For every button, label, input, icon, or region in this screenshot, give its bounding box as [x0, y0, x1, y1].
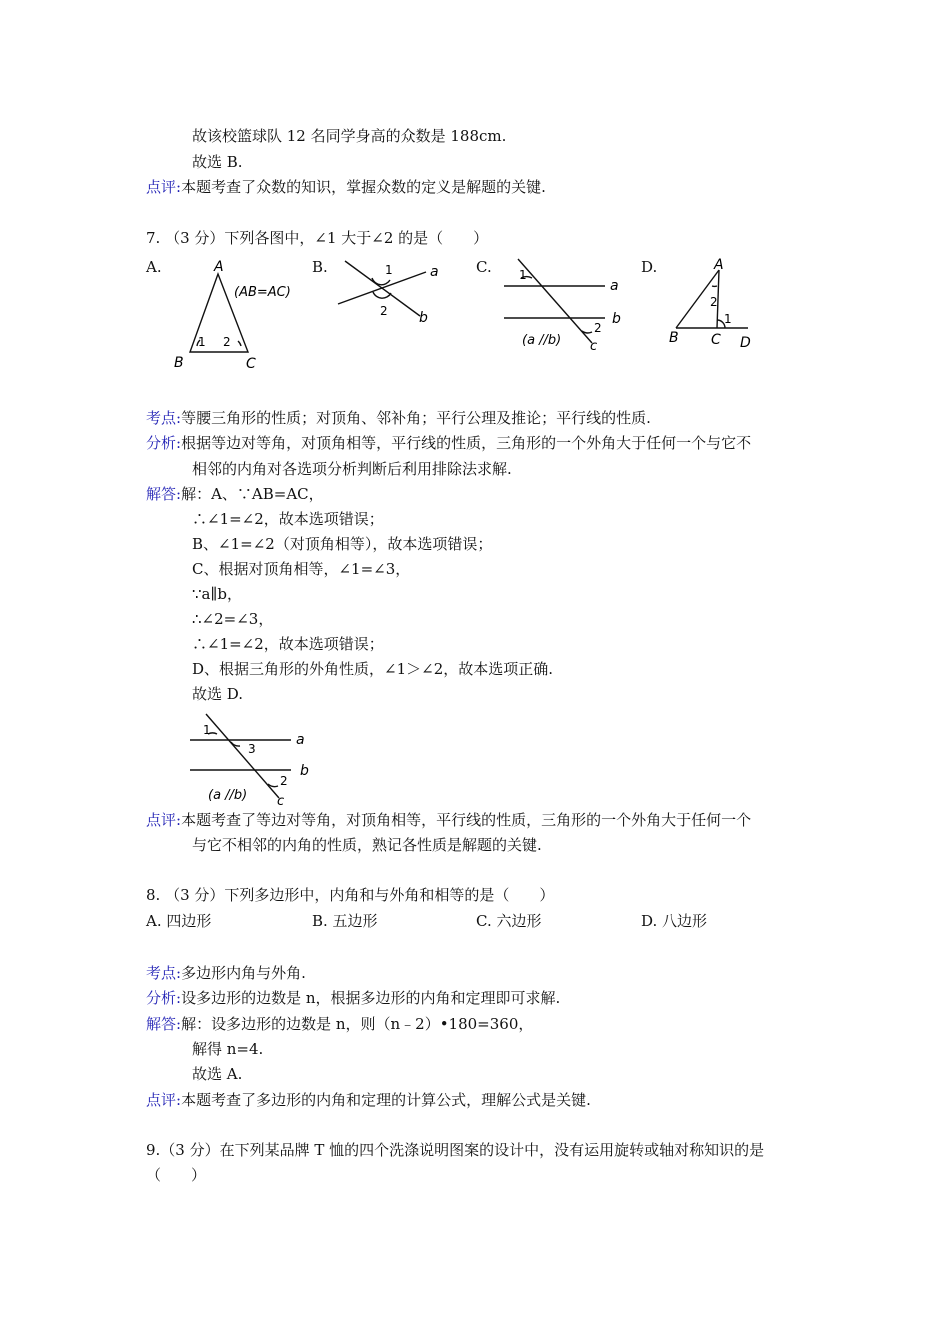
solution-line: 解：设多边形的边数是 n，则（n﹣2）•180=360， — [181, 1015, 534, 1033]
angle-1-label: 1 — [203, 723, 211, 737]
solution-line: ∴∠1=∠2，故本选项错误； — [192, 635, 384, 653]
q7-jieda — [146, 484, 324, 504]
solution-line: C、根据对顶角相等，∠1=∠3， — [192, 560, 411, 578]
kaodian-text: 等腰三角形的性质；对顶角、邻补角；平行公理及推论；平行线的性质. — [181, 409, 651, 427]
fenxi-label: 分析: — [146, 989, 182, 1007]
q7-fenxi — [146, 433, 751, 453]
angle-2-label: 2 — [223, 335, 231, 349]
line-b-label: b — [612, 311, 621, 327]
q8-kaodian — [146, 963, 306, 983]
angle-2-label: 2 — [710, 295, 718, 309]
prev-conclusion: 故该校篮球队 12 名同学身高的众数是 188cm. — [192, 127, 507, 145]
angle-1-label: 1 — [198, 335, 206, 349]
q7-figure-d — [668, 256, 768, 356]
q7-option-d: D. — [641, 258, 658, 276]
line-b-label: b — [419, 310, 428, 326]
dianping-text: 本题考查了等边对等角，对顶角相等，平行线的性质，三角形的一个外角大于任何一个 — [181, 811, 752, 829]
line-c-label: c — [590, 339, 598, 354]
q7-fenxi-cont: 相邻的内角对各选项分析判断后利用排除法求解. — [192, 460, 512, 478]
condition-label: (a //b) — [208, 788, 248, 803]
q9-stem: 9.（3 分）在下列某品牌 T 恤的四个洗涤说明图案的设计中，没有运用旋转或轴对称知识的是 — [146, 1141, 765, 1159]
vertex-b-label: B — [669, 330, 679, 346]
angle-2-label: 2 — [594, 321, 602, 335]
line-a-label: a — [430, 264, 439, 280]
prev-comment — [146, 177, 546, 197]
q8-option-b: B. 五边形 — [312, 912, 378, 930]
condition-label: (a //b) — [522, 333, 562, 348]
q8-option-c: C. 六边形 — [476, 912, 542, 930]
angle-2-label: 2 — [380, 304, 388, 318]
q9-stem-cont: （ ） — [146, 1166, 207, 1184]
condition-label: (AB=AC) — [234, 285, 291, 300]
solution-line: B、∠1=∠2（对顶角相等），故本选项错误； — [192, 535, 493, 553]
q8-dianping — [146, 1090, 591, 1110]
solution-line: 解：A、∵AB=AC， — [181, 485, 324, 503]
dianping-label: 点评: — [146, 1091, 182, 1109]
q8-stem: 8. （3 分）下列多边形中，内角和与外角和相等的是（ ） — [146, 886, 555, 904]
q7-option-a: A. — [146, 258, 162, 276]
line-b-label: b — [300, 763, 309, 779]
line-c-label: c — [277, 794, 285, 808]
dianping-label: 点评: — [146, 811, 182, 829]
angle-3-label: 3 — [248, 742, 256, 756]
comment-text: 本题考查了众数的知识，掌握众数的定义是解题的关键. — [181, 178, 546, 196]
kaodian-text: 多边形内角与外角. — [181, 964, 306, 982]
q7-figure-c — [500, 256, 640, 356]
q7-figure-a — [168, 256, 308, 376]
kaodian-label: 考点: — [146, 409, 182, 427]
q7-solution-figure — [186, 712, 326, 808]
q7-figure-b — [330, 256, 450, 336]
jieda-label: 解答: — [146, 1015, 182, 1033]
solution-line: 解得 n=4. — [192, 1040, 264, 1058]
q7-option-c: C. — [476, 258, 492, 276]
q7-dianping-cont: 与它不相邻的内角的性质，熟记各性质是解题的关键. — [192, 836, 542, 854]
jieda-label: 解答: — [146, 485, 182, 503]
vertex-a-label: A — [214, 259, 224, 275]
angle-1-label: 1 — [519, 268, 527, 282]
solution-line: 故选 D. — [192, 685, 244, 703]
q8-fenxi — [146, 988, 560, 1008]
angle-1-label: 1 — [385, 263, 393, 277]
solution-line: 故选 A. — [192, 1065, 243, 1083]
angle-2-label: 2 — [280, 774, 288, 788]
vertex-b-label: B — [174, 355, 184, 371]
angle-1-label: 1 — [724, 312, 732, 326]
q7-option-b: B. — [312, 258, 328, 276]
fenxi-text: 设多边形的边数是 n，根据多边形的内角和定理即可求解. — [181, 989, 561, 1007]
line-a-label: a — [296, 732, 305, 748]
q8-option-d: D. 八边形 — [641, 912, 708, 930]
vertex-c-label: C — [711, 332, 721, 348]
q7-kaodian — [146, 408, 651, 428]
comment-label: 点评: — [146, 178, 182, 196]
q8-jieda — [146, 1014, 533, 1034]
q7-dianping — [146, 810, 751, 830]
vertex-c-label: C — [246, 356, 256, 372]
solution-line: ∴∠1=∠2，故本选项错误； — [192, 510, 384, 528]
kaodian-label: 考点: — [146, 964, 182, 982]
line-a-label: a — [610, 278, 619, 294]
solution-line: ∵a∥b， — [192, 585, 243, 603]
vertex-a-label: A — [714, 257, 724, 273]
dianping-text: 本题考查了多边形的内角和定理的计算公式，理解公式是关键. — [181, 1091, 591, 1109]
prev-answer: 故选 B. — [192, 153, 243, 171]
vertex-d-label: D — [740, 335, 751, 351]
fenxi-label: 分析: — [146, 434, 182, 452]
q8-option-a: A. 四边形 — [146, 912, 212, 930]
solution-line: ∴∠2=∠3， — [192, 610, 274, 628]
fenxi-text: 根据等边对等角，对顶角相等，平行线的性质，三角形的一个外角大于任何一个与它不 — [181, 434, 752, 452]
q7-stem: 7. （3 分）下列各图中，∠1 大于∠2 的是（ ） — [146, 229, 489, 247]
solution-line: D、根据三角形的外角性质，∠1＞∠2，故本选项正确. — [192, 660, 554, 678]
